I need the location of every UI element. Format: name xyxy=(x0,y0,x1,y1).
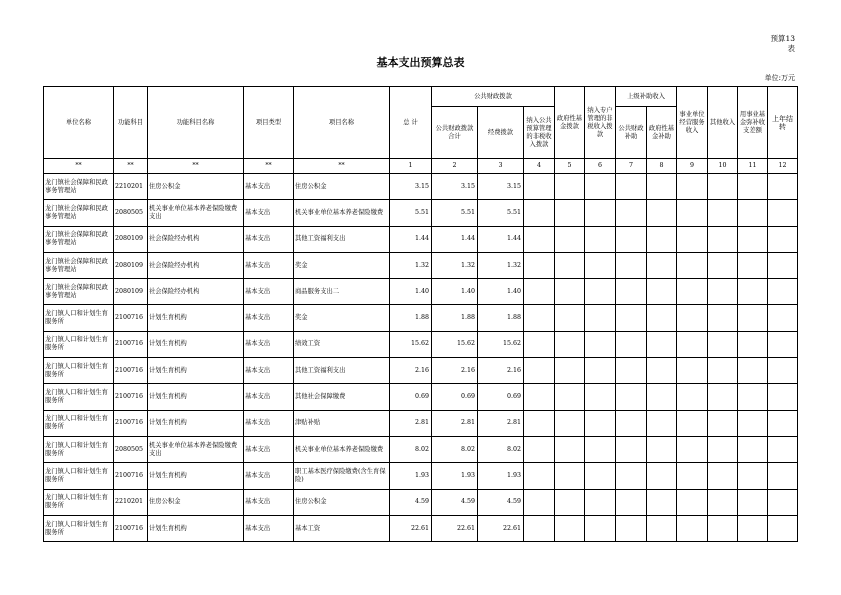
pf-total-cell: 2.16 xyxy=(432,358,478,384)
empty-cell xyxy=(677,384,708,410)
empty-cell xyxy=(768,515,798,541)
empty-cell xyxy=(677,410,708,436)
index-cell: ** xyxy=(114,159,148,174)
index-cell: 8 xyxy=(647,159,677,174)
empty-cell xyxy=(768,305,798,331)
unit-name-cell: 龙门镇人口和计划生育服务所 xyxy=(44,331,114,357)
header-unit-name: 单位名称 xyxy=(44,87,114,159)
empty-cell xyxy=(677,436,708,462)
empty-cell xyxy=(585,331,616,357)
total-cell: 3.15 xyxy=(390,174,432,200)
empty-cell xyxy=(738,489,768,515)
empty-cell xyxy=(647,489,677,515)
budget-table xyxy=(43,86,798,542)
item-type-cell: 基本支出 xyxy=(244,252,294,278)
item-name-cell: 其他社会保障缴费 xyxy=(294,384,390,410)
empty-cell xyxy=(616,515,647,541)
empty-cell xyxy=(524,174,555,200)
header-total: 总 计 xyxy=(390,87,432,159)
empty-cell xyxy=(708,174,738,200)
empty-cell xyxy=(768,279,798,305)
empty-cell xyxy=(768,489,798,515)
unit-name-cell: 龙门镇人口和计划生育服务所 xyxy=(44,384,114,410)
item-type-cell: 基本支出 xyxy=(244,410,294,436)
empty-cell xyxy=(616,436,647,462)
empty-cell xyxy=(708,436,738,462)
func-name-cell: 计划生育机构 xyxy=(148,305,244,331)
header-pf-nontax: 纳入公共预算管理的非税收入拨款 xyxy=(524,107,555,159)
total-cell: 1.88 xyxy=(390,305,432,331)
empty-cell xyxy=(524,226,555,252)
empty-cell xyxy=(585,489,616,515)
index-cell: 4 xyxy=(524,159,555,174)
total-cell: 2.81 xyxy=(390,410,432,436)
table-row xyxy=(44,384,798,410)
index-cell: 7 xyxy=(616,159,647,174)
empty-cell xyxy=(677,515,708,541)
empty-cell xyxy=(768,436,798,462)
func-code-cell: 2080109 xyxy=(114,279,148,305)
pf-funding-cell: 4.59 xyxy=(478,489,524,515)
func-code-cell: 2100716 xyxy=(114,410,148,436)
empty-cell xyxy=(768,226,798,252)
empty-cell xyxy=(708,279,738,305)
empty-cell xyxy=(524,410,555,436)
pf-total-cell: 22.61 xyxy=(432,515,478,541)
unit-name-cell: 龙门镇人口和计划生育服务所 xyxy=(44,489,114,515)
empty-cell xyxy=(524,331,555,357)
empty-cell xyxy=(738,331,768,357)
pf-total-cell: 0.69 xyxy=(432,384,478,410)
table-body xyxy=(44,174,798,542)
pf-total-cell: 4.59 xyxy=(432,489,478,515)
func-code-cell: 2100716 xyxy=(114,331,148,357)
header-upper-gov-fund: 政府性基金补助 xyxy=(647,107,677,159)
empty-cell xyxy=(524,436,555,462)
empty-cell xyxy=(585,174,616,200)
table-row xyxy=(44,252,798,278)
index-cell: 10 xyxy=(708,159,738,174)
unit-name-cell: 龙门镇人口和计划生育服务所 xyxy=(44,515,114,541)
pf-total-cell: 1.44 xyxy=(432,226,478,252)
item-name-cell: 商品服务支出二 xyxy=(294,279,390,305)
func-name-cell: 社会保险经办机构 xyxy=(148,252,244,278)
header-pf-total: 公共财政拨款合计 xyxy=(432,107,478,159)
func-code-cell: 2080505 xyxy=(114,200,148,226)
unit-name-cell: 龙门镇社会保障和民政事务管理站 xyxy=(44,279,114,305)
func-code-cell: 2100716 xyxy=(114,515,148,541)
pf-funding-cell: 22.61 xyxy=(478,515,524,541)
func-code-cell: 2100716 xyxy=(114,305,148,331)
pf-funding-cell: 15.62 xyxy=(478,331,524,357)
func-code-cell: 2080505 xyxy=(114,436,148,462)
empty-cell xyxy=(647,331,677,357)
pf-funding-cell: 1.88 xyxy=(478,305,524,331)
empty-cell xyxy=(585,384,616,410)
item-name-cell: 机关事业单位基本养老保险缴费 xyxy=(294,200,390,226)
empty-cell xyxy=(585,463,616,489)
table-header xyxy=(44,87,798,174)
empty-cell xyxy=(524,489,555,515)
empty-cell xyxy=(647,252,677,278)
empty-cell xyxy=(524,463,555,489)
index-cell: 12 xyxy=(768,159,798,174)
func-code-cell: 2080109 xyxy=(114,252,148,278)
empty-cell xyxy=(768,252,798,278)
item-name-cell: 其他工资福利支出 xyxy=(294,226,390,252)
empty-cell xyxy=(738,410,768,436)
table-number-line1: 预算13 xyxy=(770,34,795,43)
empty-cell xyxy=(647,174,677,200)
empty-cell xyxy=(768,358,798,384)
empty-cell xyxy=(708,463,738,489)
index-cell: 6 xyxy=(585,159,616,174)
header-last-year: 上年结转 xyxy=(768,87,798,159)
index-cell: ** xyxy=(294,159,390,174)
item-type-cell: 基本支出 xyxy=(244,174,294,200)
empty-cell xyxy=(738,358,768,384)
pf-funding-cell: 0.69 xyxy=(478,384,524,410)
item-name-cell: 其他工资福利支出 xyxy=(294,358,390,384)
index-cell: 1 xyxy=(390,159,432,174)
empty-cell xyxy=(555,410,585,436)
total-cell: 1.93 xyxy=(390,463,432,489)
item-type-cell: 基本支出 xyxy=(244,515,294,541)
total-cell: 5.51 xyxy=(390,200,432,226)
pf-total-cell: 8.02 xyxy=(432,436,478,462)
empty-cell xyxy=(585,252,616,278)
index-cell: 11 xyxy=(738,159,768,174)
empty-cell xyxy=(555,463,585,489)
empty-cell xyxy=(524,384,555,410)
func-name-cell: 计划生育机构 xyxy=(148,410,244,436)
empty-cell xyxy=(524,515,555,541)
empty-cell xyxy=(708,358,738,384)
empty-cell xyxy=(524,279,555,305)
total-cell: 1.44 xyxy=(390,226,432,252)
func-code-cell: 2210201 xyxy=(114,489,148,515)
empty-cell xyxy=(524,358,555,384)
empty-cell xyxy=(585,410,616,436)
header-gov-fund: 政府性基金拨款 xyxy=(555,87,585,159)
index-cell: 2 xyxy=(432,159,478,174)
empty-cell xyxy=(585,515,616,541)
empty-cell xyxy=(738,226,768,252)
empty-cell xyxy=(555,358,585,384)
func-name-cell: 机关事业单位基本养老保险缴费支出 xyxy=(148,200,244,226)
func-name-cell: 机关事业单位基本养老保险缴费支出 xyxy=(148,436,244,462)
func-name-cell: 住房公积金 xyxy=(148,489,244,515)
empty-cell xyxy=(616,226,647,252)
func-name-cell: 计划生育机构 xyxy=(148,515,244,541)
unit-name-cell: 龙门镇社会保障和民政事务管理站 xyxy=(44,252,114,278)
empty-cell xyxy=(738,463,768,489)
pf-funding-cell: 8.02 xyxy=(478,436,524,462)
empty-cell xyxy=(768,174,798,200)
total-cell: 2.16 xyxy=(390,358,432,384)
empty-cell xyxy=(616,489,647,515)
item-type-cell: 基本支出 xyxy=(244,305,294,331)
table-row xyxy=(44,489,798,515)
total-cell: 4.59 xyxy=(390,489,432,515)
empty-cell xyxy=(708,384,738,410)
index-cell: ** xyxy=(44,159,114,174)
pf-total-cell: 1.88 xyxy=(432,305,478,331)
pf-funding-cell: 1.40 xyxy=(478,279,524,305)
pf-total-cell: 5.51 xyxy=(432,200,478,226)
pf-total-cell: 2.81 xyxy=(432,410,478,436)
empty-cell xyxy=(524,200,555,226)
item-name-cell: 基本工资 xyxy=(294,515,390,541)
item-name-cell: 机关事业单位基本养老保险缴费 xyxy=(294,436,390,462)
empty-cell xyxy=(616,252,647,278)
unit-name-cell: 龙门镇人口和计划生育服务所 xyxy=(44,305,114,331)
unit-name-cell: 龙门镇社会保障和民政事务管理站 xyxy=(44,200,114,226)
empty-cell xyxy=(585,226,616,252)
index-cell: 9 xyxy=(677,159,708,174)
index-cell: ** xyxy=(244,159,294,174)
empty-cell xyxy=(555,436,585,462)
empty-cell xyxy=(677,174,708,200)
empty-cell xyxy=(738,279,768,305)
table-row xyxy=(44,515,798,541)
empty-cell xyxy=(555,252,585,278)
empty-cell xyxy=(524,305,555,331)
unit-label: 单位:万元 xyxy=(764,74,795,82)
pf-funding-cell: 1.44 xyxy=(478,226,524,252)
empty-cell xyxy=(738,200,768,226)
empty-cell xyxy=(555,331,585,357)
table-number-label xyxy=(770,34,795,54)
table-row xyxy=(44,358,798,384)
item-name-cell: 奖金 xyxy=(294,305,390,331)
empty-cell xyxy=(677,279,708,305)
page-title: 基本支出预算总表 xyxy=(376,56,465,69)
header-other-income: 其他收入 xyxy=(708,87,738,159)
empty-cell xyxy=(616,305,647,331)
empty-cell xyxy=(647,279,677,305)
table-row xyxy=(44,436,798,462)
header-item-type: 项目类型 xyxy=(244,87,294,159)
pf-funding-cell: 2.81 xyxy=(478,410,524,436)
empty-cell xyxy=(647,515,677,541)
total-cell: 15.62 xyxy=(390,331,432,357)
table-row xyxy=(44,410,798,436)
empty-cell xyxy=(738,384,768,410)
empty-cell xyxy=(738,305,768,331)
header-pf-funding: 经费拨款 xyxy=(478,107,524,159)
item-name-cell: 津贴补贴 xyxy=(294,410,390,436)
empty-cell xyxy=(555,279,585,305)
empty-cell xyxy=(768,200,798,226)
empty-cell xyxy=(616,384,647,410)
empty-cell xyxy=(677,463,708,489)
table-number-line2: 表 xyxy=(787,44,795,53)
empty-cell xyxy=(708,410,738,436)
header-special-nontax: 纳入专户管理的非税收入拨款 xyxy=(585,87,616,159)
unit-name-cell: 龙门镇人口和计划生育服务所 xyxy=(44,436,114,462)
empty-cell xyxy=(647,358,677,384)
empty-cell xyxy=(616,463,647,489)
table-row xyxy=(44,463,798,489)
table-row xyxy=(44,331,798,357)
empty-cell xyxy=(677,489,708,515)
header-biz-service: 事业单位经营服务收入 xyxy=(677,87,708,159)
func-code-cell: 2100716 xyxy=(114,384,148,410)
empty-cell xyxy=(555,384,585,410)
empty-cell xyxy=(647,436,677,462)
empty-cell xyxy=(647,384,677,410)
empty-cell xyxy=(555,305,585,331)
empty-cell xyxy=(555,489,585,515)
empty-cell xyxy=(647,463,677,489)
empty-cell xyxy=(677,226,708,252)
empty-cell xyxy=(677,200,708,226)
header-item-name: 项目名称 xyxy=(294,87,390,159)
empty-cell xyxy=(677,358,708,384)
total-cell: 8.02 xyxy=(390,436,432,462)
pf-funding-cell: 2.16 xyxy=(478,358,524,384)
table-row xyxy=(44,200,798,226)
empty-cell xyxy=(616,331,647,357)
pf-funding-cell: 1.93 xyxy=(478,463,524,489)
item-type-cell: 基本支出 xyxy=(244,200,294,226)
func-code-cell: 2100716 xyxy=(114,463,148,489)
pf-total-cell: 1.32 xyxy=(432,252,478,278)
item-type-cell: 基本支出 xyxy=(244,463,294,489)
empty-cell xyxy=(708,252,738,278)
empty-cell xyxy=(585,305,616,331)
empty-cell xyxy=(708,305,738,331)
unit-name-cell: 龙门镇社会保障和民政事务管理站 xyxy=(44,174,114,200)
empty-cell xyxy=(616,279,647,305)
pf-total-cell: 1.93 xyxy=(432,463,478,489)
empty-cell xyxy=(677,331,708,357)
empty-cell xyxy=(738,515,768,541)
pf-total-cell: 15.62 xyxy=(432,331,478,357)
item-type-cell: 基本支出 xyxy=(244,331,294,357)
empty-cell xyxy=(647,200,677,226)
empty-cell xyxy=(708,515,738,541)
table-row xyxy=(44,305,798,331)
func-code-cell: 2210201 xyxy=(114,174,148,200)
empty-cell xyxy=(738,174,768,200)
empty-cell xyxy=(555,174,585,200)
unit-name-cell: 龙门镇人口和计划生育服务所 xyxy=(44,358,114,384)
item-name-cell: 职工基本医疗保险缴费(含生育保险) xyxy=(294,463,390,489)
empty-cell xyxy=(647,226,677,252)
empty-cell xyxy=(768,384,798,410)
header-biz-fund-gap: 用事业基金弥补收支差额 xyxy=(738,87,768,159)
empty-cell xyxy=(585,358,616,384)
index-cell: 5 xyxy=(555,159,585,174)
item-type-cell: 基本支出 xyxy=(244,279,294,305)
func-name-cell: 计划生育机构 xyxy=(148,331,244,357)
header-upper-public: 公共财政补助 xyxy=(616,107,647,159)
empty-cell xyxy=(738,436,768,462)
empty-cell xyxy=(616,174,647,200)
empty-cell xyxy=(768,410,798,436)
empty-cell xyxy=(616,410,647,436)
empty-cell xyxy=(677,252,708,278)
func-name-cell: 计划生育机构 xyxy=(148,463,244,489)
empty-cell xyxy=(585,436,616,462)
item-type-cell: 基本支出 xyxy=(244,226,294,252)
index-cell: 3 xyxy=(478,159,524,174)
pf-funding-cell: 3.15 xyxy=(478,174,524,200)
item-type-cell: 基本支出 xyxy=(244,384,294,410)
unit-name-cell: 龙门镇人口和计划生育服务所 xyxy=(44,410,114,436)
empty-cell xyxy=(708,489,738,515)
item-type-cell: 基本支出 xyxy=(244,358,294,384)
unit-name-cell: 龙门镇社会保障和民政事务管理站 xyxy=(44,226,114,252)
empty-cell xyxy=(768,331,798,357)
index-row xyxy=(44,159,798,174)
item-name-cell: 奖金 xyxy=(294,252,390,278)
empty-cell xyxy=(647,305,677,331)
item-type-cell: 基本支出 xyxy=(244,436,294,462)
index-cell: ** xyxy=(148,159,244,174)
empty-cell xyxy=(708,200,738,226)
empty-cell xyxy=(555,226,585,252)
func-name-cell: 社会保险经办机构 xyxy=(148,279,244,305)
empty-cell xyxy=(585,279,616,305)
table-row xyxy=(44,226,798,252)
table-row xyxy=(44,174,798,200)
pf-total-cell: 1.40 xyxy=(432,279,478,305)
empty-cell xyxy=(524,252,555,278)
item-name-cell: 绩效工资 xyxy=(294,331,390,357)
table-row xyxy=(44,279,798,305)
empty-cell xyxy=(555,200,585,226)
func-name-cell: 计划生育机构 xyxy=(148,384,244,410)
unit-name-cell: 龙门镇人口和计划生育服务所 xyxy=(44,463,114,489)
header-upper-subsidy: 上级补助收入 xyxy=(616,87,677,107)
empty-cell xyxy=(677,305,708,331)
pf-funding-cell: 5.51 xyxy=(478,200,524,226)
func-name-cell: 计划生育机构 xyxy=(148,358,244,384)
func-code-cell: 2100716 xyxy=(114,358,148,384)
pf-total-cell: 3.15 xyxy=(432,174,478,200)
total-cell: 1.40 xyxy=(390,279,432,305)
empty-cell xyxy=(616,200,647,226)
empty-cell xyxy=(647,410,677,436)
item-name-cell: 住房公积金 xyxy=(294,489,390,515)
empty-cell xyxy=(768,463,798,489)
empty-cell xyxy=(585,200,616,226)
empty-cell xyxy=(738,252,768,278)
header-func-name: 功能科目名称 xyxy=(148,87,244,159)
pf-funding-cell: 1.32 xyxy=(478,252,524,278)
item-name-cell: 住房公积金 xyxy=(294,174,390,200)
header-public-finance: 公共财政拨款 xyxy=(432,87,555,107)
total-cell: 0.69 xyxy=(390,384,432,410)
func-name-cell: 社会保险经办机构 xyxy=(148,226,244,252)
empty-cell xyxy=(616,358,647,384)
header-func-code: 功能科目 xyxy=(114,87,148,159)
item-type-cell: 基本支出 xyxy=(244,489,294,515)
total-cell: 22.61 xyxy=(390,515,432,541)
total-cell: 1.32 xyxy=(390,252,432,278)
func-name-cell: 住房公积金 xyxy=(148,174,244,200)
empty-cell xyxy=(555,515,585,541)
func-code-cell: 2080109 xyxy=(114,226,148,252)
empty-cell xyxy=(708,331,738,357)
empty-cell xyxy=(708,226,738,252)
